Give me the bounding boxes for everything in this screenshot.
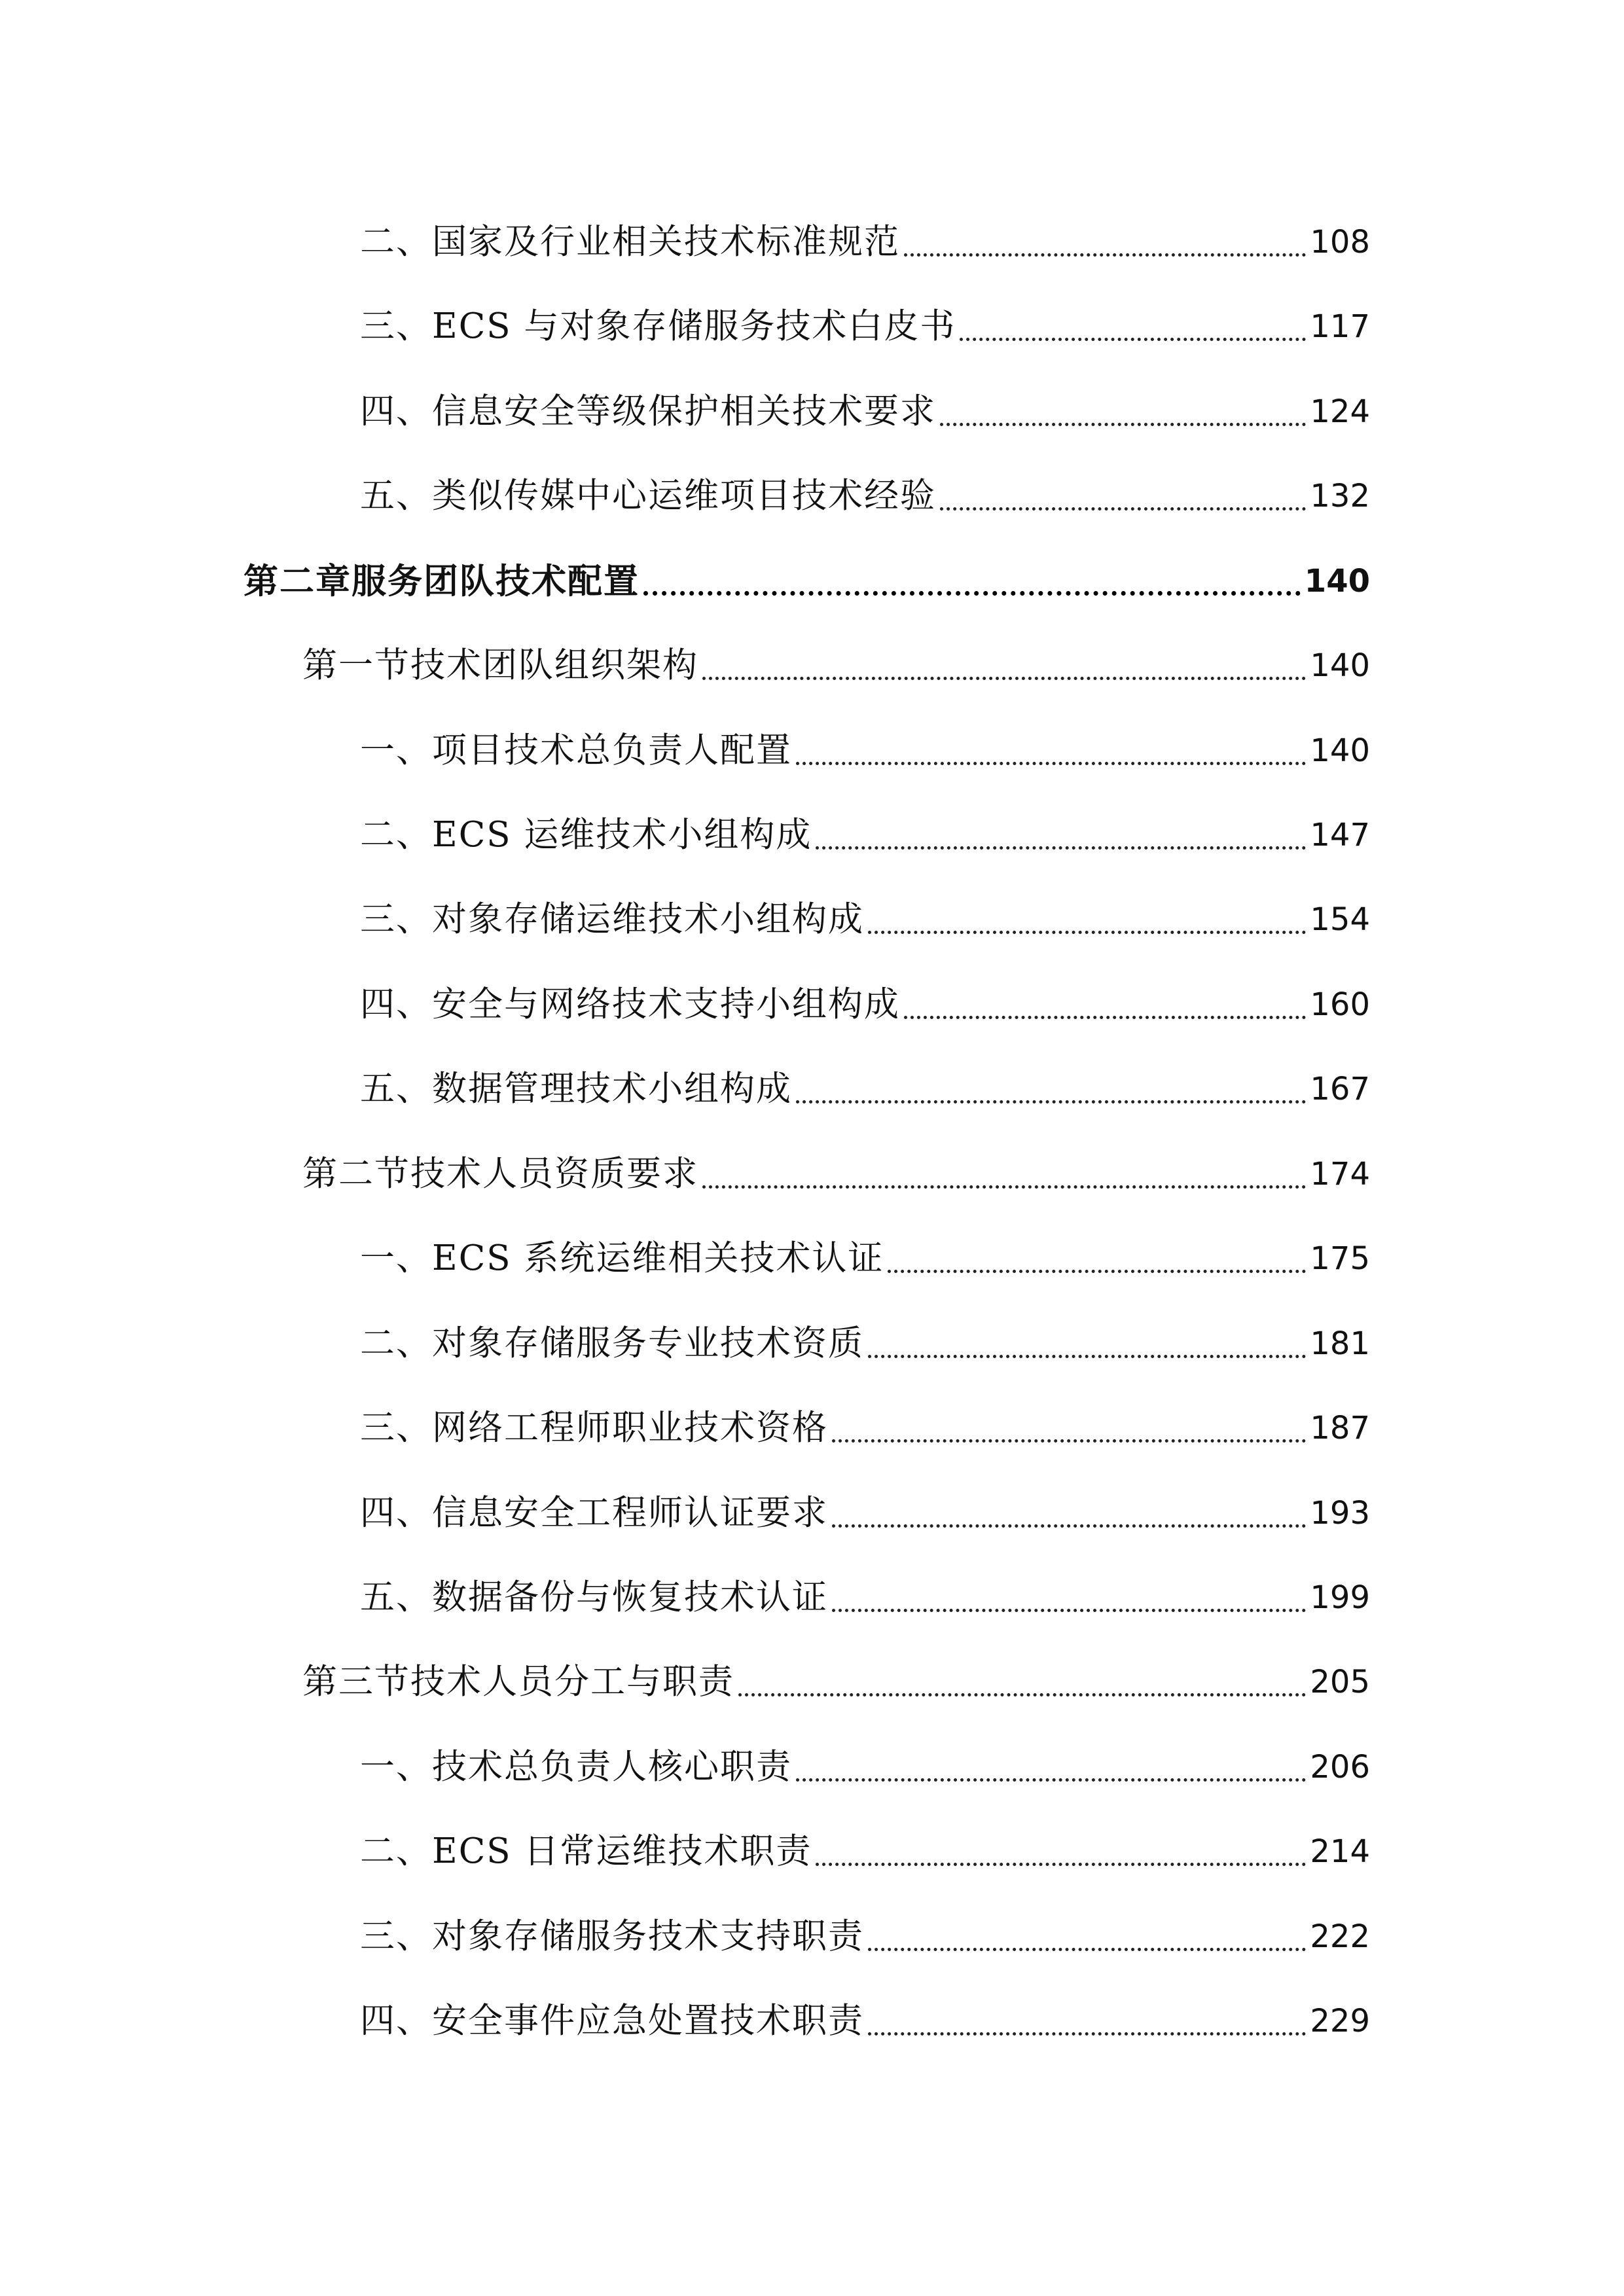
toc-section-entry[interactable] — [302, 1148, 1370, 1200]
toc-entry-page: 205 — [1310, 1664, 1370, 1700]
toc-entry-title: 一、项目技术总负责人配置 — [360, 730, 792, 770]
dot-leader — [832, 1524, 1306, 1528]
dot-leader — [868, 931, 1306, 934]
toc-section-entry[interactable] — [302, 1656, 1370, 1708]
toc-entry[interactable] — [360, 1402, 1370, 1454]
dot-leader — [816, 1863, 1306, 1866]
toc-entry-title: 三、对象存储服务技术支持职责 — [360, 1916, 864, 1956]
toc-entry-page: 187 — [1310, 1410, 1370, 1446]
toc-entry[interactable] — [360, 978, 1370, 1031]
dot-leader — [868, 2032, 1306, 2036]
toc-entry[interactable] — [360, 216, 1370, 268]
toc-entry-page: 174 — [1310, 1156, 1370, 1193]
toc-entry[interactable] — [360, 1571, 1370, 1624]
dot-leader — [796, 762, 1306, 765]
toc-entry[interactable] — [360, 809, 1370, 861]
toc-chapter-entry[interactable] — [244, 555, 1370, 607]
toc-entry-page: 154 — [1310, 901, 1370, 938]
toc-entry-title: 五、类似传媒中心运维项目技术经验 — [360, 476, 936, 516]
dot-leader — [702, 1185, 1306, 1189]
toc-entry[interactable] — [360, 1063, 1370, 1115]
toc-entry[interactable] — [360, 725, 1370, 777]
toc-entry[interactable] — [360, 1995, 1370, 2047]
toc-entry[interactable] — [360, 1910, 1370, 1963]
toc-entry-title: 一、技术总负责人核心职责 — [360, 1747, 792, 1787]
dot-leader — [904, 1016, 1306, 1019]
toc-entry-title: 一、ECS 系统运维相关技术认证 — [360, 1238, 884, 1278]
toc-entry[interactable] — [360, 1825, 1370, 1878]
toc-entry-page: 140 — [1310, 732, 1370, 769]
dot-leader — [940, 507, 1306, 511]
dot-leader — [702, 677, 1306, 680]
toc-entry[interactable] — [360, 1487, 1370, 1539]
toc-entry-title: 四、安全与网络技术支持小组构成 — [360, 984, 900, 1024]
toc-entry[interactable] — [360, 386, 1370, 438]
toc-entry-page: 229 — [1310, 2003, 1370, 2039]
toc-entry-title: 三、网络工程师职业技术资格 — [360, 1408, 828, 1448]
toc-entry[interactable] — [360, 300, 1370, 353]
dot-leader — [888, 1270, 1306, 1273]
toc-entry-page: 199 — [1310, 1579, 1370, 1616]
toc-entry-page: 108 — [1310, 224, 1370, 260]
toc-entry-title: 四、信息安全工程师认证要求 — [360, 1493, 828, 1533]
toc-entry[interactable] — [360, 1318, 1370, 1370]
toc-entry-page: 140 — [1310, 647, 1370, 684]
toc-entry-page: 222 — [1310, 1918, 1370, 1955]
toc-entry-title: 二、国家及行业相关技术标准规范 — [360, 222, 900, 262]
toc-entry-title: 第二章服务团队技术配置 — [244, 561, 640, 601]
toc-entry-page: 140 — [1304, 563, 1370, 600]
dot-leader — [643, 591, 1301, 596]
toc-entry-title: 二、对象存储服务专业技术资质 — [360, 1323, 864, 1363]
toc-entry-title: 五、数据管理技术小组构成 — [360, 1069, 792, 1109]
toc-entry-page: 206 — [1310, 1749, 1370, 1785]
toc-entry-title: 第二节技术人员资质要求 — [302, 1154, 698, 1194]
toc-entry-page: 181 — [1310, 1325, 1370, 1362]
dot-leader — [832, 1439, 1306, 1443]
toc-entry-page: 193 — [1310, 1495, 1370, 1532]
toc-entry-title: 三、ECS 与对象存储服务技术白皮书 — [360, 306, 956, 346]
toc-entry-page: 160 — [1310, 986, 1370, 1023]
toc-entry-page: 175 — [1310, 1240, 1370, 1277]
toc-entry-title: 第三节技术人员分工与职责 — [302, 1662, 734, 1702]
toc-entry-title: 第一节技术团队组织架构 — [302, 645, 698, 685]
toc-entry-page: 117 — [1310, 308, 1370, 345]
dot-leader — [796, 1778, 1306, 1782]
toc-entry-title: 三、对象存储运维技术小组构成 — [360, 899, 864, 939]
toc-entry-page: 167 — [1310, 1071, 1370, 1107]
toc-entry[interactable] — [360, 1741, 1370, 1793]
dot-leader — [738, 1693, 1306, 1696]
dot-leader — [940, 423, 1306, 426]
toc-entry-title: 二、ECS 日常运维技术职责 — [360, 1831, 812, 1871]
dot-leader — [868, 1948, 1306, 1951]
toc-entry-title: 四、安全事件应急处置技术职责 — [360, 2001, 864, 2041]
dot-leader — [796, 1100, 1306, 1103]
toc-entry[interactable] — [360, 470, 1370, 522]
toc-entry-title: 五、数据备份与恢复技术认证 — [360, 1577, 828, 1617]
dot-leader — [832, 1609, 1306, 1612]
toc-entry-page: 124 — [1310, 393, 1370, 430]
toc-section-entry[interactable] — [302, 639, 1370, 692]
dot-leader — [816, 846, 1306, 850]
toc-entry-title: 四、信息安全等级保护相关技术要求 — [360, 391, 936, 431]
dot-leader — [960, 338, 1306, 341]
dot-leader — [868, 1355, 1306, 1358]
toc-entry-page: 214 — [1310, 1833, 1370, 1870]
toc-entry[interactable] — [360, 1232, 1370, 1285]
toc-entry-title: 二、ECS 运维技术小组构成 — [360, 815, 812, 855]
dot-leader — [904, 253, 1306, 257]
toc-entry[interactable] — [360, 893, 1370, 946]
toc-entry-page: 132 — [1310, 478, 1370, 514]
toc-entry-page: 147 — [1310, 817, 1370, 853]
